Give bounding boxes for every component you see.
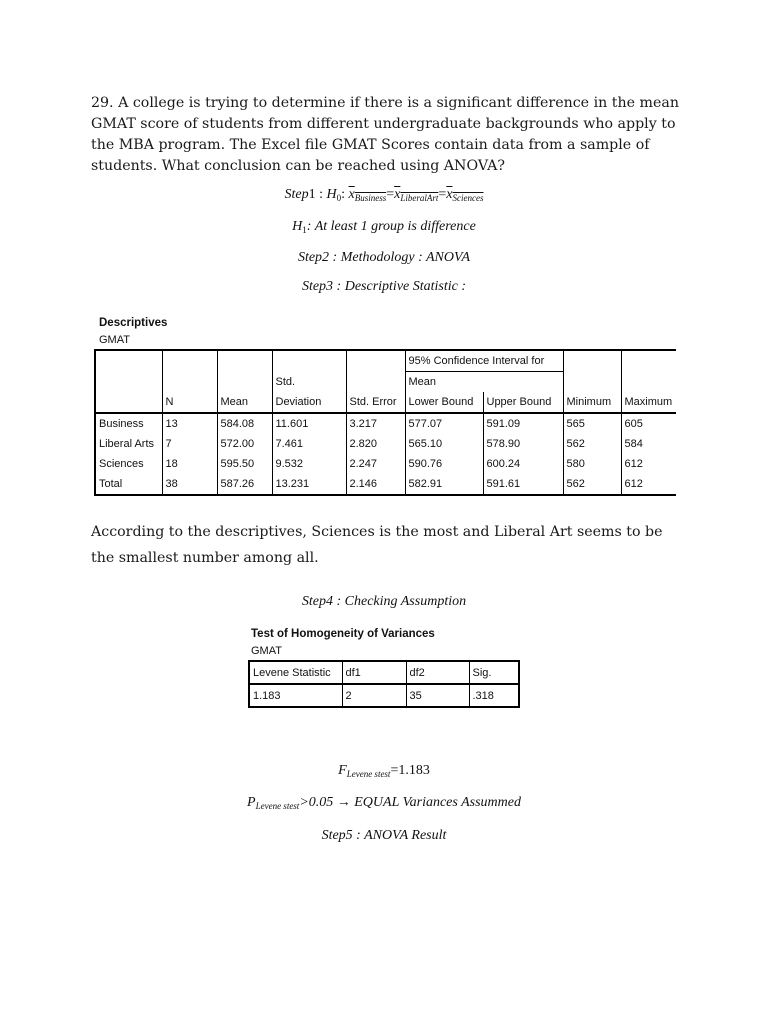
descriptives-comment — [91, 519, 681, 571]
cell-n: 7 — [162, 434, 217, 454]
cell-sd: 13.231 — [272, 474, 346, 495]
ci-header-mean: Mean — [405, 372, 563, 393]
f-symbol: F — [338, 763, 347, 778]
question-text: 29. A college is trying to determine if there is a significant difference in the mean GMAT score of students from different undergraduate backgrounds who apply to the MBA program. The Excel file GMAT Scores contain data from a sample of students. What conclusion can be reached using ANOVA? — [91, 95, 679, 174]
cell-max: 612 — [621, 474, 676, 495]
step3-text: Step3 : Descriptive Statistic : — [301, 279, 467, 294]
cell-min: 580 — [563, 454, 621, 474]
table-row — [95, 434, 676, 454]
table-row — [249, 684, 519, 707]
comment-text: According to the descriptives, Sciences is the most and Liberal Art seems to be the smallest number among all. — [91, 524, 663, 566]
step4-text: Step4 : Checking Assumption — [301, 594, 467, 609]
cell-se: 2.820 — [346, 434, 405, 454]
h1-text: : At least 1 group is difference — [306, 219, 476, 234]
std-header-top: Std. — [272, 372, 346, 393]
homogeneity-title: Test of Homogeneity of Variances — [251, 628, 435, 640]
col-lower-bound: Lower Bound — [405, 392, 483, 413]
cell-mean: 595.50 — [217, 454, 272, 474]
col-maximum: Maximum — [621, 392, 676, 413]
row-label: Business — [95, 413, 162, 434]
cell-min: 565 — [563, 413, 621, 434]
cell-sd: 7.461 — [272, 434, 346, 454]
question-paragraph — [91, 93, 681, 177]
cell-levene: 1.183 — [249, 684, 342, 707]
cell-ub: 591.61 — [483, 474, 563, 495]
cell-n: 38 — [162, 474, 217, 495]
col-sig: Sig. — [469, 661, 519, 684]
cell-df1: 2 — [342, 684, 406, 707]
cell-n: 13 — [162, 413, 217, 434]
cell-ub: 600.24 — [483, 454, 563, 474]
cell-mean: 584.08 — [217, 413, 272, 434]
xbar-sciences: $x_{Sciences}$ — [446, 187, 484, 203]
cell-mean: 572.00 — [217, 434, 272, 454]
cell-lb: 565.10 — [405, 434, 483, 454]
h1-symbol: H — [292, 219, 303, 234]
step2-text: Step2 : Methodology : ANOVA — [297, 250, 471, 265]
table-row — [95, 454, 676, 474]
f-levene-line — [0, 763, 768, 779]
cell-max: 612 — [624, 458, 643, 470]
descriptives-table — [94, 349, 676, 496]
p-levene-line — [0, 795, 768, 811]
f-sub: Levene stest — [346, 769, 391, 779]
p-text: >0.05 → EQUAL Variances Assummed — [299, 795, 521, 810]
row-label: Liberal Arts — [95, 434, 162, 454]
table-row — [95, 474, 676, 495]
step1-hypothesis: Step1 : $H_0$: $x_{Business}=x_{LiberalArt}=x_{Sciences}$ — [284, 187, 484, 203]
col-minimum: Minimum — [563, 392, 621, 413]
step1-num: 1 — [308, 187, 316, 202]
cell-df2: 35 — [406, 684, 469, 707]
p-symbol: P — [247, 795, 256, 810]
h1-sub: 1 — [302, 225, 307, 235]
xbar-liberal: $x_{LiberalArt}$ — [394, 187, 439, 203]
col-n: N — [162, 392, 217, 413]
cell-max: 584 — [624, 438, 643, 450]
p-sub: Levene stest — [255, 801, 300, 811]
xbar-business: $x_{Business}$ — [348, 187, 387, 203]
col-std-error: Std. Error — [346, 392, 405, 413]
homogeneity-table — [248, 660, 520, 708]
ci-header: 95% Confidence Interval for — [405, 350, 563, 372]
homogeneity-block — [248, 628, 520, 708]
col-df1: df1 — [342, 661, 406, 684]
col-deviation: Deviation — [272, 392, 346, 413]
cell-lb: 577.07 — [405, 413, 483, 434]
cell-se: 2.247 — [346, 454, 405, 474]
cell-sd: 11.601 — [272, 413, 346, 434]
h0-sub: 0 — [336, 193, 342, 203]
cell-max: 605 — [624, 418, 643, 430]
cell-ub: 591.09 — [483, 413, 563, 434]
descriptives-title: Descriptives — [99, 317, 168, 329]
h0-symbol: H — [326, 187, 337, 202]
col-levene: Levene Statistic — [249, 661, 342, 684]
step1-label: Step — [284, 187, 309, 202]
cell-se: 2.146 — [346, 474, 405, 495]
homogeneity-subtitle: GMAT — [251, 645, 282, 657]
h1-hypothesis — [0, 219, 768, 235]
step5-text: Step5 : ANOVA Result — [321, 828, 447, 843]
cell-sig: .318 — [469, 684, 519, 707]
row-label: Total — [95, 474, 162, 495]
descriptives-block — [94, 317, 676, 496]
table-row — [95, 413, 676, 434]
cell-min: 562 — [563, 434, 621, 454]
cell-n: 18 — [162, 454, 217, 474]
cell-lb: 582.91 — [405, 474, 483, 495]
row-label: Sciences — [95, 454, 162, 474]
cell-se: 3.217 — [346, 413, 405, 434]
col-mean: Mean — [217, 392, 272, 413]
descriptives-subtitle: GMAT — [99, 334, 130, 346]
cell-mean: 587.26 — [217, 474, 272, 495]
f-value: =1.183 — [390, 763, 430, 778]
cell-sd: 9.532 — [272, 454, 346, 474]
col-df2: df2 — [406, 661, 469, 684]
cell-ub: 578.90 — [483, 434, 563, 454]
col-upper-bound: Upper Bound — [483, 392, 563, 413]
cell-min: 562 — [563, 474, 621, 495]
cell-lb: 590.76 — [405, 454, 483, 474]
